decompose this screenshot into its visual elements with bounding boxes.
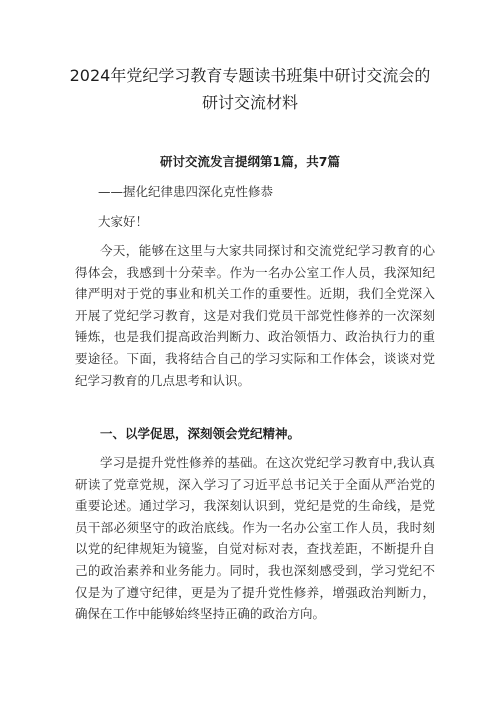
intro-paragraph: 今天，能够在这里与大家共同探讨和交流党纪学习教育的心得体会，我感到十分荣幸。作为一名办公室工作人员，我深知纪律严明对于党的事业和机关工作的重要性。近期，我们全党深入开展了党纪学习教育，这是对我们党员干部党性修养的一次深刻锤炼，也是我们提高政治判断力、政治领悟力、政治执行力的重要途径。下面，我将结合自己的学习实际和工作体会，谈谈对党纪学习教育的几点思考和认识。 bbox=[75, 243, 435, 388]
outline-heading: 研讨交流发言提纲第1篇，共7篇 bbox=[160, 154, 340, 169]
greeting: 大家好！ bbox=[98, 214, 149, 229]
document-title-line-2: 研讨交流材料 bbox=[201, 93, 298, 112]
document-title bbox=[40, 62, 460, 116]
document-title-line-1: 2024年党纪学习教育专题读书班集中研讨交流会的 bbox=[69, 66, 431, 85]
tagline: ——握化纪律患四深化克性修恭 bbox=[98, 184, 274, 199]
section-1-paragraph: 学习是提升党性修养的基础。在这次党纪学习教育中,我认真研读了党章党规，深入学习了习近平总书记关于全面从严治党的重要论述。通过学习，我深刻认识到，党纪是党的生命线，是党员干部必须坚守的政治底线。作为一名办公室工作人员，我时刻以党的纪律规矩为镜鉴，自觉对标对表，查找差距，不断提升自己的政治素养和业务能力。同时，我也深刻感受到，学习党纪不仅是为了遵守纪律，更是为了提升党性修养，增强政治判断力，确保在工作中能够始终坚持正确的政治方向。 bbox=[75, 455, 435, 622]
section-heading-1: 一、以学促思，深刻领会党纪精神。 bbox=[100, 426, 301, 441]
